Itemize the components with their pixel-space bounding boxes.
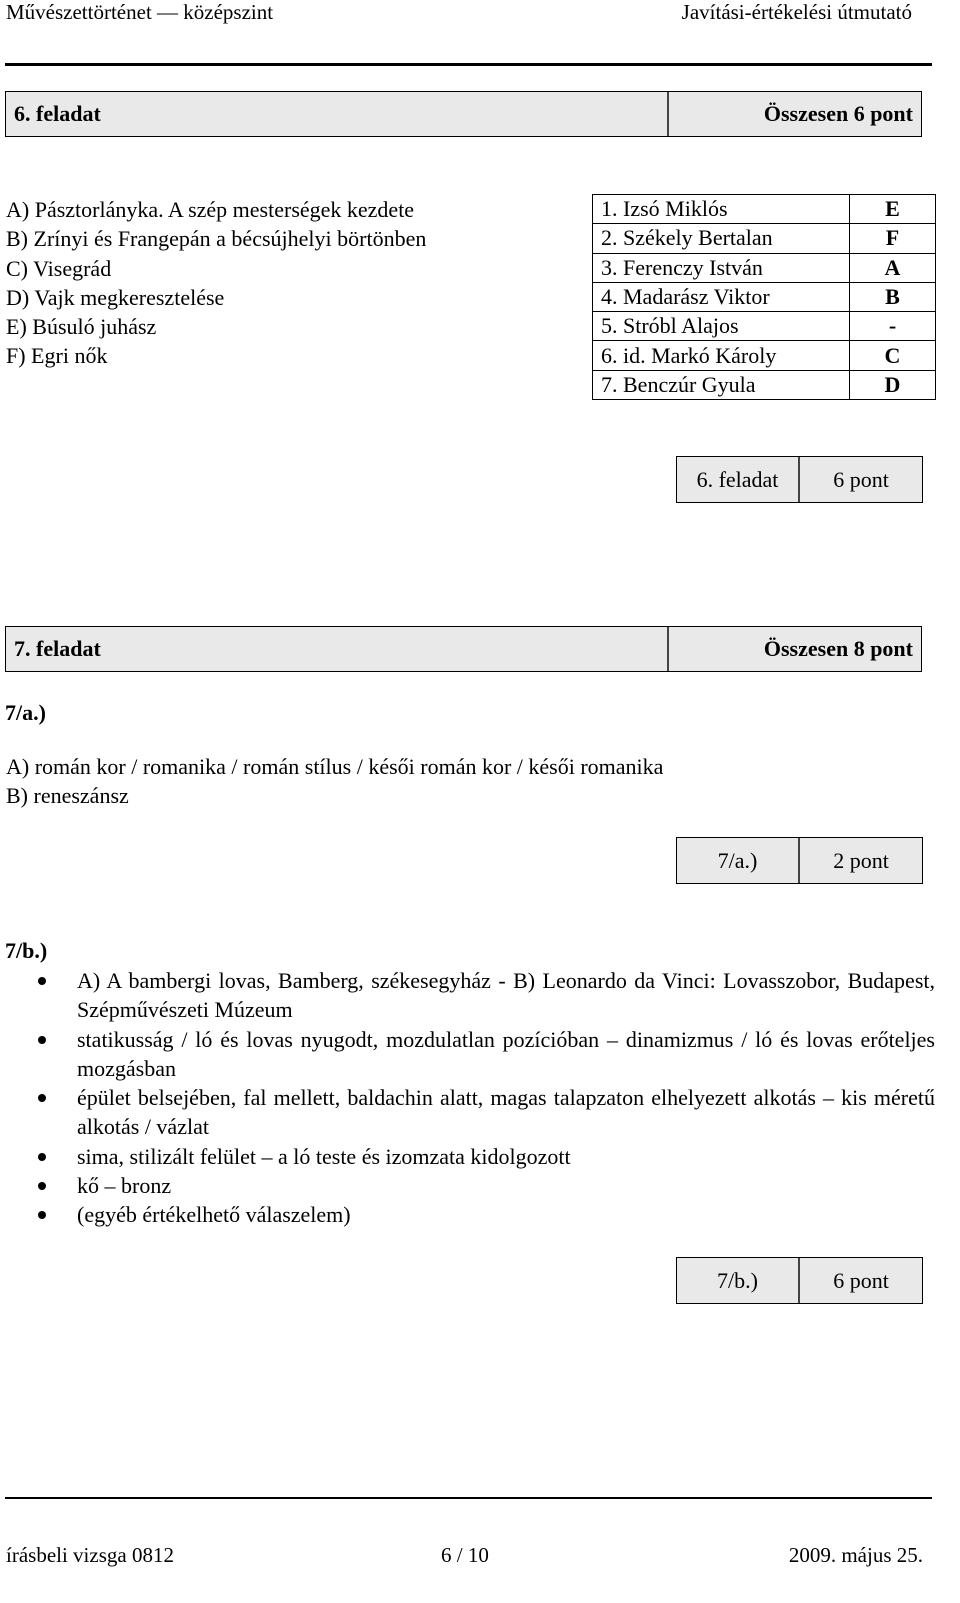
artist-name: 5. Stróbl Alajos [593, 312, 850, 341]
artist-name: 2. Székely Bertalan [593, 224, 850, 253]
score-value: 6 pont [833, 466, 889, 492]
artist-name: 3. Ferenczy István [593, 253, 850, 282]
bullet-icon [38, 1153, 46, 1161]
bullet-text: kő – bronz [77, 1173, 172, 1199]
artist-name: 4. Madarász Viktor [593, 282, 850, 311]
list-item [0, 1025, 935, 1084]
footer-left: írásbeli vizsga 0812 [6, 1543, 174, 1567]
task7b-score-box [676, 1257, 923, 1304]
artist-name: 7. Benczúr Gyula [593, 370, 850, 399]
table-row [593, 282, 936, 311]
bullet-text: sima, stilizált felület – a ló teste és izomzata kidolgozott [77, 1143, 571, 1169]
task7b-bullet-list [0, 966, 935, 1230]
bullet-icon [38, 1211, 46, 1219]
list-item [0, 1142, 935, 1171]
answer-code: B [850, 282, 936, 311]
bullet-text: statikusság / ló és lovas nyugodt, mozdulatlan pozícióban – dinamizmus / ló és lovas erőteljes mozgásban [77, 1026, 935, 1081]
task7-title: 7. feladat [6, 627, 669, 671]
footer-page-number: 6 / 10 [441, 1543, 489, 1567]
task6-score-box [676, 456, 923, 503]
answer-code: E [850, 195, 936, 224]
bullet-icon [38, 1182, 46, 1190]
answer-code: A [850, 253, 936, 282]
task7a-score-box [676, 837, 923, 884]
bullet-text: A) A bambergi lovas, Bamberg, székesegyház - B) Leonardo da Vinci: Lovasszobor, Budapest, Szépművészeti Múzeum [77, 968, 935, 1023]
bullet-icon [38, 977, 46, 985]
bullet-text: épület belsejében, fal mellett, baldachin alatt, magas talapzaton elhelyezett alkotás – kis méretű alkotás / vázlat [77, 1085, 935, 1140]
table-row [593, 312, 936, 341]
table-row [593, 224, 936, 253]
header-left: Művészettörténet — középszint [6, 0, 274, 24]
answer-code: C [850, 341, 936, 370]
footer-date: 2009. május 25. [788, 1543, 923, 1567]
left-item: B) Zrínyi és Frangepán a bécsújhelyi börtönben [6, 226, 427, 252]
task7a-line: B) reneszánsz [6, 783, 129, 808]
list-item [0, 1200, 935, 1229]
table-row [593, 253, 936, 282]
bullet-icon [38, 1094, 46, 1102]
task6-left-list [6, 198, 426, 374]
footer-rule [5, 1497, 932, 1499]
task6-total: Összesen 6 pont [763, 101, 913, 126]
score-value: 2 pont [833, 847, 889, 873]
table-row [593, 370, 936, 399]
task7a-line: A) román kor / romanika / román stílus / késői román kor / késői romanika [6, 754, 664, 779]
task6-match-table [592, 194, 936, 400]
left-item: D) Vajk megkeresztelése [6, 284, 225, 310]
left-item: A) Pásztorlányka. A szép mesterségek kezdete [6, 197, 415, 222]
left-item: F) Egri nők [6, 343, 108, 369]
table-row [593, 195, 936, 224]
left-item: C) Visegrád [6, 255, 112, 281]
answer-code: D [850, 370, 936, 399]
task6-title: 6. feladat [6, 92, 669, 136]
score-label: 6. feladat [677, 457, 800, 502]
header-right: Javítási-értékelési útmutató [681, 0, 912, 24]
left-item: E) Búsuló juhász [6, 314, 157, 340]
header-rule [5, 63, 932, 66]
score-value: 6 pont [833, 1267, 889, 1293]
task7a-label: 7/a.) [5, 700, 46, 725]
list-item [0, 1083, 935, 1142]
bullet-icon [38, 1036, 46, 1044]
task6-header [5, 91, 922, 137]
artist-name: 1. Izsó Miklós [593, 195, 850, 224]
score-label: 7/a.) [677, 838, 800, 883]
task7-header [5, 626, 922, 672]
score-label: 7/b.) [677, 1258, 800, 1303]
task7b-label: 7/b.) [5, 938, 48, 963]
list-item [0, 1171, 935, 1200]
task7-total: Összesen 8 pont [763, 636, 913, 661]
answer-code: - [850, 312, 936, 341]
bullet-text: (egyéb értékelhető válaszelem) [77, 1202, 351, 1228]
artist-name: 6. id. Markó Károly [593, 341, 850, 370]
list-item [0, 966, 935, 1025]
table-row [593, 341, 936, 370]
answer-code: F [850, 224, 936, 253]
